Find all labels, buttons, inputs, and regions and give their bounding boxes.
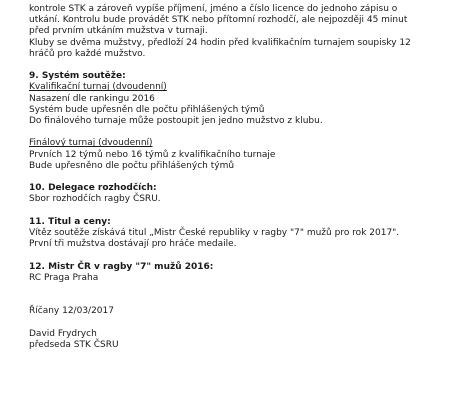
place-date: Říčany 12/03/2017	[29, 306, 114, 317]
section-heading: 11. Titul a ceny:	[29, 216, 111, 227]
final-line: Bude upřesněno dle počtu přihlášených týmů	[29, 160, 235, 171]
qualification-line: Nasazení dle rankingu 2016	[29, 93, 155, 104]
section-heading: 12. Mistr ČR v ragby "7" mužů 2016:	[29, 261, 214, 272]
intro-paragraph	[29, 4, 443, 60]
signature-name: David Frydrych	[29, 328, 97, 339]
champion-line: RC Praga Praha	[29, 272, 99, 283]
section-champion	[29, 262, 443, 284]
section-referees	[29, 183, 443, 205]
intro-line: utkání. Kontrolu bude provádět STK nebo přítomní rozhodčí, ale nejpozději 45 minut	[29, 15, 408, 26]
referees-line: Sbor rozhodčích ragby ČSRU.	[29, 194, 161, 205]
qualification-title: Kvalifikační turnaj (dvoudenní)	[29, 82, 167, 93]
qualification-line: Systém bude upřesněn dle počtu přihlášených týmů	[29, 104, 265, 115]
prizes-line: První tři mužstva dostávají pro hráče medaile.	[29, 239, 237, 250]
prizes-line: Vítěz soutěže získává titul „Mistr České republiky v ragby "7" mužů pro rok 2017".	[29, 228, 400, 238]
final-title: Finálový turnaj (dvoudenní)	[29, 138, 153, 149]
signature-block	[29, 329, 443, 351]
intro-line: před prvním utkáním mužstva v turnaji.	[29, 26, 208, 37]
section-heading: 9. Systém soutěže:	[29, 71, 126, 82]
intro-line: kontrole STK a zároveň vypíše příjmení, jméno a číslo licence do jednoho zápisu o	[29, 4, 398, 14]
section-competition-system	[29, 71, 443, 172]
qualification-line: Do finálového turnaje může postoupit jen jedno mužstvo z klubu.	[29, 116, 323, 127]
section-heading: 10. Delegace rozhodčích:	[29, 183, 157, 194]
section-title-prizes	[29, 217, 443, 251]
intro-line: hráčů pro každé mužstvo.	[29, 48, 146, 59]
intro-line: Kluby se dvěma mužstvy, předloží 24 hodin před kvalifikačním turnajem soupisky 12	[29, 37, 411, 48]
signature-title: předseda STK ČSRU	[29, 339, 119, 350]
final-line: Prvních 12 týmů nebo 16 týmů z kvalifikačního turnaje	[29, 149, 276, 160]
